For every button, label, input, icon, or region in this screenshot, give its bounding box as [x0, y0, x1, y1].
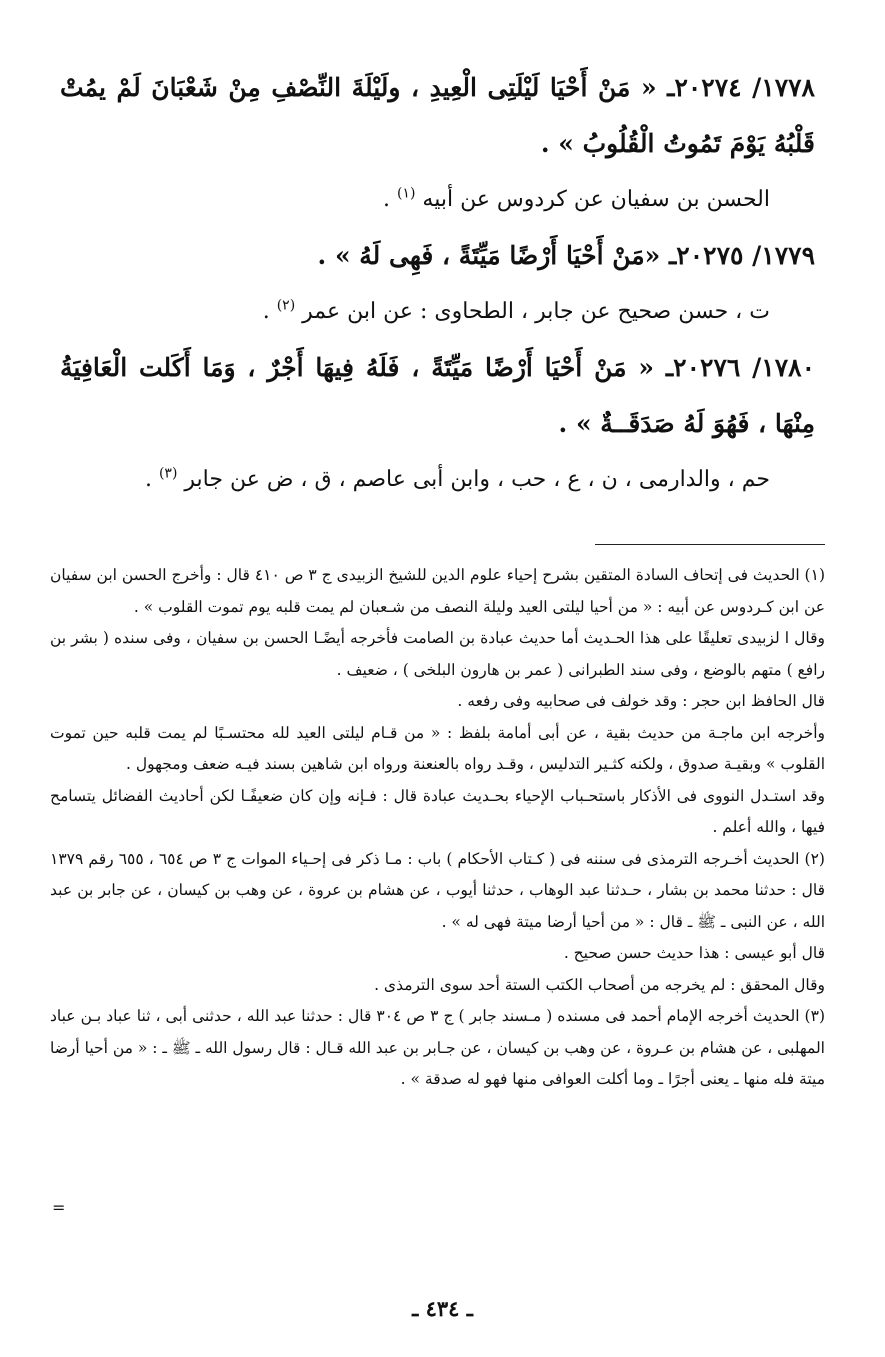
- footnote-paragraph: قال أبو عيسى : هذا حديث حسن صحيح .: [563, 944, 825, 962]
- continued-mark: =: [52, 1198, 66, 1217]
- source-end: .: [262, 299, 270, 324]
- source-text: الحسن بن سفيان عن كردوس عن أبيه: [422, 187, 770, 212]
- footnote-paragraph: قال الحافظ ابن حجر : وقد خولف فى صحابيه وفى رفعه .: [457, 692, 825, 710]
- footnote-2: [50, 844, 825, 1002]
- hadith-source-1779: [60, 284, 770, 340]
- footnote-paragraph: وأخرجه ابن ماجـة من حديث بقية ، عن أبى أمامة بلفظ : « من قـام ليلتى العيد لله محتسـبًا لم يمت قلبه حين تموت القلوب » وبقيـة صدوق ، ولكنه كثـير التدليس ، وقـد رواه بالعنعنة ورواه ابن شاهين بسند فيـه ضعف ومجهول .: [50, 723, 825, 773]
- footnote-1: [50, 560, 825, 844]
- footnote-paragraph: وقال ا لزبيدى تعليقًا على هذا الحـديث أما حديث عبادة بن الصامت فأخرجه أيضًـا الحسن بن سفيان ، وفى سنده ( بشر بن رافع ) متهم بالوضع ، وفى سند الطبرانى ( عمر بن هارون البلخى ) ، ضعيف .: [50, 629, 825, 679]
- hadith-source-1778: [60, 172, 770, 228]
- footnote-paragraph: وقد استـدل النووى فى الأذكار باستحـباب الإحياء بحـديث عبادة قال : فـإنه وإن كان ضعيفًـا لكن أحاديث الفضائل يتسامح فيها ، والله أعلم .: [50, 786, 825, 836]
- footnote-ref[interactable]: (١): [396, 185, 416, 202]
- footnote-paragraph: (٣) الحديث أخرجه الإمام أحمد فى مسنده ( مـسند جابر ) ج ٣ ص ٣٠٤ قال : حدثنا عبد الله ، حدثنى أبى ، ثنا عباد بـن عباد المهلبى ، عن هشام بن عـروة ، عن وهب بن كيسان ، عن جـابر بن عبد الله قـال : قال رسول الله ـ ﷺ ـ : « من أحيا أرضا ميتة فله منها ـ يعنى أجرًا ـ وما أكلت العوافى منها فهو له صدقة » .: [50, 1007, 825, 1088]
- footnote-ref[interactable]: (٣): [158, 465, 178, 482]
- footnote-paragraph: وقال المحقق : لم يخرجه من أصحاب الكتب الستة أحد سوى الترمذى .: [374, 975, 825, 994]
- footnote-ref[interactable]: (٢): [276, 297, 296, 314]
- hadith-entry-1779: ١٧٧٩/ ٢٠٢٧٥ـ «مَنْ أَحْيَا أَرْضًا مَيِّتَةً ، فَهِى لَهُ » .: [317, 241, 815, 270]
- footnote-3: [50, 1001, 825, 1096]
- source-text: ت ، حسن صحيح عن جابر ، الطحاوى : عن ابن عمر: [302, 299, 770, 324]
- footnotes: [50, 560, 825, 1096]
- source-end: .: [382, 187, 390, 212]
- hadith-entry-1778: ١٧٧٨/ ٢٠٢٧٤ـ « مَنْ أَحْيَا لَيْلَتِى الْعِيدِ ، ولَيْلَةَ النِّصْفِ مِنْ شَعْبَانَ لَمْ يمُتْ قَلْبُهُ يَوْمَ تَمُوتُ الْقُلُوبُ » .: [60, 73, 815, 158]
- source-end: .: [144, 467, 152, 492]
- footnote-paragraph: (١) الحديث فى إتحاف السادة المتقين بشرح إحياء علوم الدين للشيخ الزبيدى ج ٣ ص ٤١٠ قال : وأخرج الحسن ابن سفيان عن ابن كـردوس عن أبيه : « من أحيا ليلتى العيد وليلة النصف من شـعبان لم يمت قلبه يوم تموت القلوب » .: [50, 566, 825, 616]
- source-text: حم ، والدارمى ، ن ، ع ، حب ، وابن أبى عاصم ، ق ، ض عن جابر: [184, 467, 770, 492]
- hadith-source-1780: [60, 452, 770, 508]
- footnote-paragraph: (٢) الحديث أخـرجه الترمذى فى سننه فى ( كـتاب الأحكام ) باب : مـا ذكر فى إحـياء الموات ج ٣ ص ٦٥٤ ، ٦٥٥ رقم ١٣٧٩ قال : حدثنا محمد بن بشار ، حـدثنا عبد الوهاب ، حدثنا أيوب ، عن هشام بن عروة ، عن وهب بن كيسان ، عن جابر بن عبد الله ، عن النبى ـ ﷺ ـ قال : « من أحيا أرضا ميتة فهى له » .: [50, 849, 825, 931]
- main-text: [60, 60, 815, 508]
- footnote-divider: [595, 544, 825, 545]
- hadith-entry-1780: ١٧٨٠/ ٢٠٢٧٦ـ « مَنْ أَحْيَا أَرْضًا مَيِّتَةً ، فَلَهُ فِيهَا أَجْرٌ ، وَمَا أَكَلت الْعَافِيَةُ مِنْهَا ، فَهُوَ لَهُ صَدَقَــةٌ » .: [60, 353, 815, 438]
- page-number: ـ ٤٣٤ ـ: [412, 1296, 473, 1321]
